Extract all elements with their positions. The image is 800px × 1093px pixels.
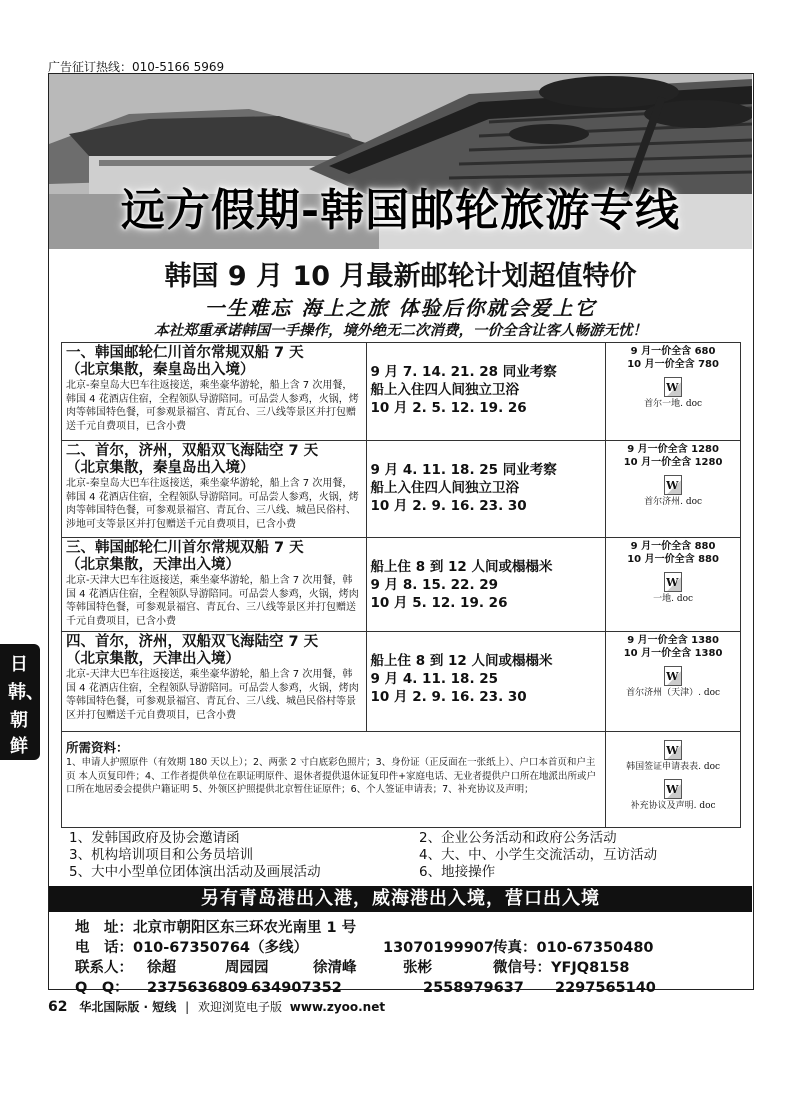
doc-attachment[interactable] <box>610 666 736 699</box>
price-line: 9 月一价全含 1280 <box>627 444 719 455</box>
table-row <box>62 732 741 828</box>
route-subtitle: （北京集散，秦皇岛出入境） <box>66 460 255 476</box>
doc-attachment[interactable] <box>610 475 736 508</box>
route-title: 四、首尔，济州，双船双飞海陆空 7 天 <box>66 634 319 650</box>
materials-body: 1、申请人护照原件（有效期 180 天以上）；2、两张 2 寸白底彩色照片；3、身份证（正反面在一张纸上）、户口本首页和户主页 本人页复印件；4、工作者提供单位在职证明原件、退休者提供退休证复印件+家庭电话、无业者提供户口所在地派出所或户口所在地居委会提供户籍证明 5、外领区护照提供北京暂住证原件；6、个人签证申请表；7、补充协议及声明； <box>66 757 597 795</box>
route-table <box>61 342 741 828</box>
route-price <box>606 632 741 732</box>
route-title: 二、首尔，济州，双船双飞海陆空 7 天 <box>66 443 319 459</box>
word-doc-icon: W <box>664 779 682 799</box>
route-info <box>62 343 367 441</box>
doc-filename: 一地. doc <box>653 594 694 604</box>
table-row <box>62 632 741 732</box>
route-info <box>62 632 367 732</box>
address-line <box>75 916 356 937</box>
contact-person: 徐超 <box>147 960 176 976</box>
list-item: 2、企业公务活动和政府公务活动 <box>419 830 617 846</box>
services-list <box>69 830 739 881</box>
route-schedule <box>366 632 606 732</box>
section-side-tab <box>0 644 44 760</box>
address-label: 地 址： <box>75 920 133 936</box>
schedule-line: 船上入住四人间独立卫浴 <box>370 382 520 398</box>
slogan-promise: 本社郑重承诺韩国一手操作，境外绝无二次消费，一价全含让客人畅游无忧！ <box>154 322 647 339</box>
doc-filename: 首尔济州（天津）. doc <box>626 688 721 698</box>
qq-label: Q Q： <box>75 980 129 996</box>
slogan-primary: 一生难忘 海上之旅 体验后你就会爱上它 <box>204 296 597 320</box>
materials-docs <box>606 732 741 828</box>
route-subtitle: （北京集散，秦皇岛出入境） <box>66 362 255 378</box>
hero-title: 远方假期-韩国邮轮旅游专线 <box>120 185 681 236</box>
fax-label: 传真： <box>493 940 537 956</box>
phone-label: 电 话： <box>75 940 133 956</box>
schedule-line: 9 月 4. 11. 18. 25 <box>370 671 499 687</box>
doc-attachment[interactable] <box>610 740 736 773</box>
list-item: 3、机构培训项目和公务员培训 <box>69 847 254 863</box>
footer-tagline: 欢迎浏览电子版 <box>197 1000 282 1014</box>
route-subtitle: （北京集散，天津出入境） <box>66 557 240 573</box>
side-tab-char: 朝 <box>10 710 28 731</box>
price-line: 9 月一价全含 880 <box>630 541 716 552</box>
price-line: 10 月一价全含 1380 <box>623 648 723 659</box>
ad-hotline: 广告征订热线：010-5166 5969 <box>48 60 225 74</box>
word-doc-icon: W <box>664 475 682 495</box>
address-value: 北京市朝阳区东三环农光南里 1 号 <box>133 920 357 936</box>
route-schedule <box>366 538 606 632</box>
hero-image <box>49 74 752 249</box>
contact-person: 徐清峰 <box>313 960 357 976</box>
footer-link[interactable]: www.zyoo.net <box>289 1000 386 1014</box>
phone-value: 010-67350764（多线） <box>133 940 308 956</box>
qq-number: 2558979637 <box>423 980 524 996</box>
page-footer <box>48 998 385 1015</box>
schedule-line: 10 月 5. 12. 19. 26 <box>370 595 508 611</box>
wechat-label: 微信号： <box>493 960 551 976</box>
qq-number: 2375636809 <box>147 980 248 996</box>
price-line: 9 月一价全含 680 <box>630 346 716 357</box>
table-row <box>62 441 741 538</box>
route-price <box>606 343 741 441</box>
schedule-line: 船上住 8 到 12 人间或榻榻米 <box>370 653 553 669</box>
word-doc-icon: W <box>664 572 682 592</box>
route-description: 北京-秦皇岛大巴车往返接送，乘坐豪华游轮，船上含 7 次用餐，韩国 4 花酒店住宿，全程领队导游陪同。可品尝人参鸡，火锅，烤肉等韩国特色餐，可参观景福宫、青瓦台、三八线、城邑民俗村、涉地可支等景区并打包赠送千元自费项目，已含小费 <box>66 478 359 530</box>
doc-attachment[interactable] <box>610 572 736 605</box>
route-info <box>62 441 367 538</box>
price-line: 10 月一价全含 1280 <box>623 457 723 468</box>
schedule-line: 9 月 8. 15. 22. 29 <box>370 577 499 593</box>
doc-filename: 首尔一地. doc <box>644 399 703 409</box>
qq-number: 634907352 <box>251 980 342 996</box>
route-info <box>62 538 367 632</box>
route-description: 北京-天津大巴车往返接送，乘坐豪华游轮，船上含 7 次用餐，韩国 4 花酒店住宿，全程领队导游陪同。可品尝人参鸡，火锅，烤肉等韩国特色餐，可参观景福宫、青瓦台、三八线、城邑民俗村等景区并打包赠送千元自费项目，已含小费 <box>66 669 359 721</box>
phone-line <box>75 936 654 957</box>
schedule-line: 10 月 2. 5. 12. 19. 26 <box>370 400 527 416</box>
route-title: 三、韩国邮轮仁川首尔常规双船 7 天 <box>66 540 304 556</box>
contacts-label: 联系人： <box>75 960 133 976</box>
schedule-line: 10 月 2. 9. 16. 23. 30 <box>370 498 527 514</box>
word-doc-icon: W <box>664 377 682 397</box>
word-doc-icon: W <box>664 666 682 686</box>
required-materials <box>62 732 606 828</box>
doc-filename: 韩国签证申请表表. doc <box>626 762 721 772</box>
route-schedule <box>366 343 606 441</box>
schedule-line: 10 月 2. 9. 16. 23. 30 <box>370 689 527 705</box>
contacts-line <box>75 956 629 977</box>
section-name: 华北国际版 · 短线 <box>79 1000 177 1014</box>
schedule-line: 船上入住四人间独立卫浴 <box>370 480 520 496</box>
headline: 韩国 9 月 10 月最新邮轮计划超值特价 <box>164 261 637 292</box>
price-line: 10 月一价全含 880 <box>627 554 719 565</box>
doc-attachment[interactable] <box>610 377 736 410</box>
list-item: 6、地接操作 <box>419 864 496 880</box>
doc-attachment[interactable] <box>610 779 736 812</box>
ports-banner: 另有青岛港出入港，威海港出入境，营口出入境 <box>49 886 752 912</box>
schedule-line: 船上住 8 到 12 人间或榻榻米 <box>370 559 553 575</box>
side-tab-char: 日 <box>10 654 28 675</box>
side-tab-char: 鲜 <box>10 736 28 757</box>
qq-line <box>75 976 656 997</box>
wechat-value: YFJQ8158 <box>551 960 630 976</box>
qq-number: 2297565140 <box>555 980 656 996</box>
page-number: 62 <box>48 999 68 1015</box>
list-item: 5、大中小型单位团体演出活动及画展活动 <box>69 864 321 880</box>
price-line: 9 月一价全含 1380 <box>627 635 719 646</box>
contact-person: 周园园 <box>225 960 269 976</box>
table-row <box>62 538 741 632</box>
side-tab-char: 韩、 <box>8 682 44 703</box>
list-item: 4、大、中、小学生交流活动，互访活动 <box>419 847 658 863</box>
schedule-line: 9 月 4. 11. 18. 25 同业考察 <box>370 462 557 478</box>
route-description: 北京-秦皇岛大巴车往返接送，乘坐豪华游轮，船上含 7 次用餐，韩国 4 花酒店住宿，全程领队导游陪同。可品尝人参鸡，火锅，烤肉等韩国特色餐，可参观景福宫、青瓦台、三八线等景区并打包赠送千元自费项目，已含小费 <box>66 380 359 432</box>
route-price <box>606 538 741 632</box>
route-schedule <box>366 441 606 538</box>
list-item: 1、发韩国政府及协会邀请函 <box>69 830 240 846</box>
ad-frame <box>48 73 754 996</box>
word-doc-icon: W <box>664 740 682 760</box>
route-price <box>606 441 741 538</box>
mobile-value: 13070199907 <box>383 940 494 956</box>
contact-person: 张彬 <box>403 960 432 976</box>
schedule-line: 9 月 7. 14. 21. 28 同业考察 <box>370 364 557 380</box>
price-line: 10 月一价全含 780 <box>627 359 719 370</box>
table-row <box>62 343 741 441</box>
route-subtitle: （北京集散，天津出入境） <box>66 651 240 667</box>
doc-filename: 补充协议及声明. doc <box>630 801 716 811</box>
route-description: 北京-天津大巴车往返接送，乘坐豪华游轮，船上含 7 次用餐，韩国 4 花酒店住宿，全程领队导游陪同。可品尝人参鸡，火锅，烤肉等韩国特色餐，可参观景福宫、青瓦台、三八线等景区并打包赠送千元自费项目，已含小费 <box>66 575 359 627</box>
materials-title: 所需资料： <box>66 740 129 755</box>
route-title: 一、韩国邮轮仁川首尔常规双船 7 天 <box>66 345 304 361</box>
doc-filename: 首尔济州. doc <box>644 497 703 507</box>
fax-value: 010-67350480 <box>536 940 654 956</box>
footer-divider: | <box>185 1000 190 1014</box>
